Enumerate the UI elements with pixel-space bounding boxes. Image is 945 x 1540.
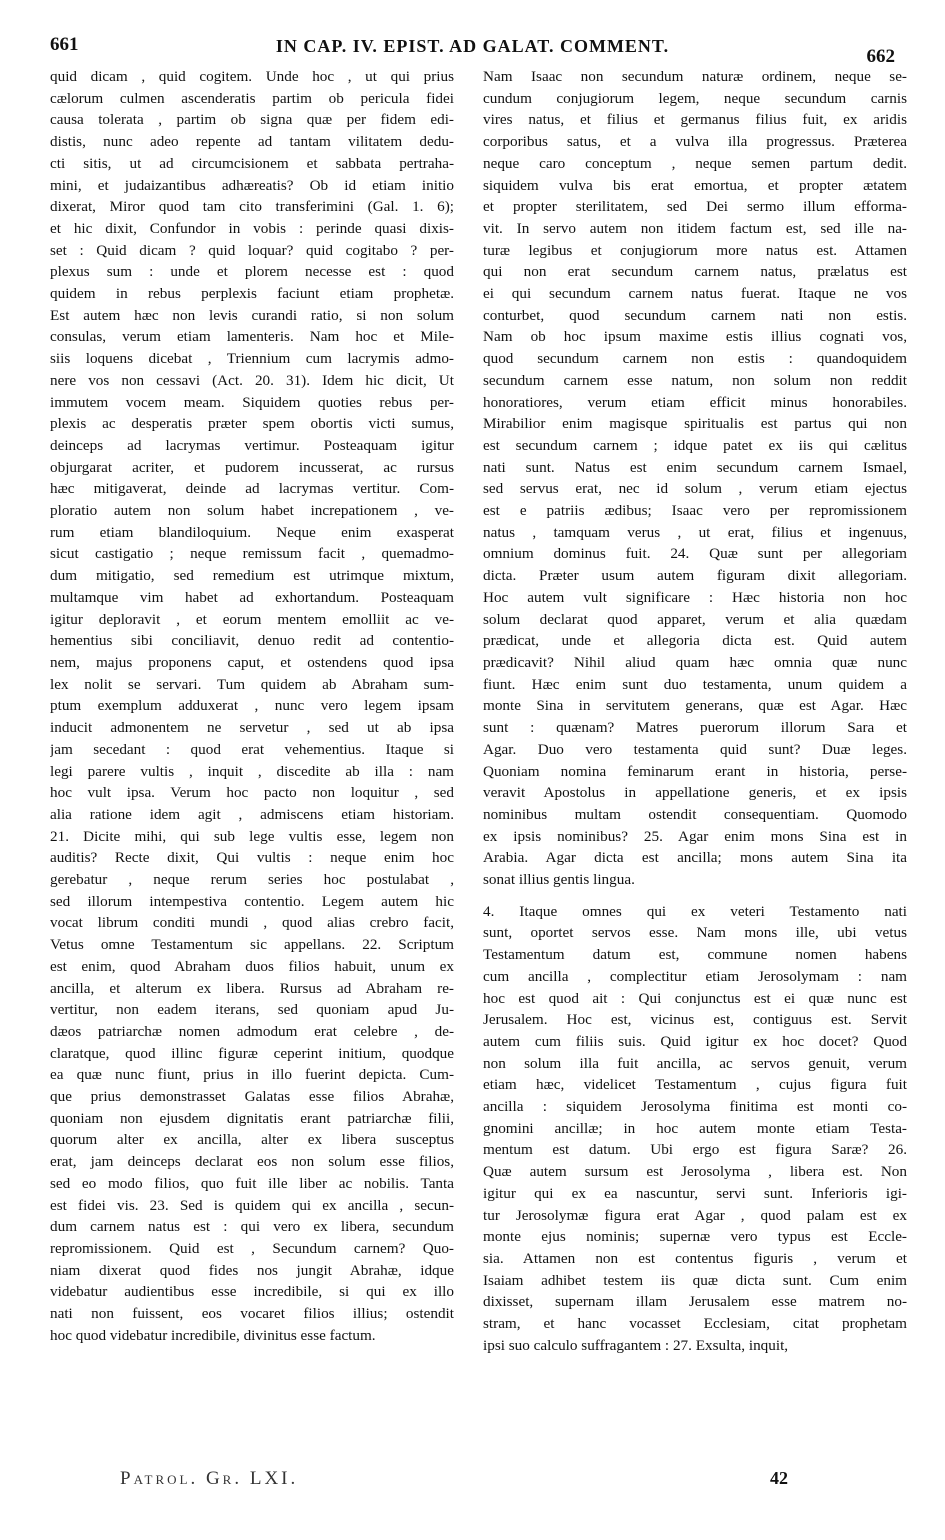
text-line: et hic dixit, Confundor in vobis : perinde quasi dixis- bbox=[50, 219, 454, 237]
text-line: Vetus omne Testamentum sic appellans. 22. Scriptum bbox=[50, 936, 454, 954]
text-line: repromissionem. Quid est , Secundum carnem? Quo- bbox=[50, 1239, 454, 1257]
text-line: dum mitigatio, sed remedium est utrimque mixtum, bbox=[50, 567, 454, 585]
text-line: quorum alter ex ancilla, alter ex libera susceptus bbox=[50, 1131, 454, 1149]
footer-signature: Patrol. Gr. LXI. bbox=[120, 1468, 299, 1489]
text-line: inducit admonentem ne servetur , sed ut ab ipsa bbox=[50, 719, 454, 737]
text-line: que prius demonstrasset Galatas esse filios Abrahæ, bbox=[50, 1088, 454, 1106]
right-page-number: 662 bbox=[866, 46, 895, 67]
text-line: objurgarat acriter, et pudorem incusserat, ac rursus bbox=[50, 458, 454, 476]
text-line: sed illorum intempestiva contentio. Legem autem hic bbox=[50, 892, 454, 910]
text-line: vocat librum conditi mundi , quod alias crebro facit, bbox=[50, 914, 454, 932]
text-line: ptum exemplum adduxerat , nunc vero legem ipsam bbox=[50, 697, 454, 715]
text-line: sia. Attamen non est contentus figuris , verum et bbox=[483, 1249, 907, 1267]
text-line: hæc mitigaverat, deinde ad lacrymas vertitur. Com- bbox=[50, 480, 454, 498]
text-line: tur Jerosolymæ figura erat Agar , quod palam est ex bbox=[483, 1206, 907, 1224]
text-line: dum carnem natus est : qui vero ex libera, secundum bbox=[50, 1218, 454, 1236]
text-line: Quoniam nomina feminarum erant in historia, perse- bbox=[483, 762, 907, 780]
text-line: gerebatur , neque rerum series hoc postulabat , bbox=[50, 871, 454, 889]
text-line: hoc vult ipsa. Verum hoc pacto non loquitur , sed bbox=[50, 784, 454, 802]
text-line: nere vos non cessavi (Act. 20. 31). Idem hic dicit, Ut bbox=[50, 371, 454, 389]
text-line: neque caro conceptum , neque semen partum dedit. bbox=[483, 154, 907, 172]
text-line: dixerat, Miror quod tam cito transferimini (Gal. 1. 6); bbox=[50, 198, 454, 216]
text-line: ex ipsis nominibus? 25. Agar enim mons Sina est in bbox=[483, 827, 907, 845]
text-line: dixisset, supernam illam Jerusalem esse matrem no- bbox=[483, 1293, 907, 1311]
text-line: stram, et hanc vocasset Ecclesiam, citat prophetam bbox=[483, 1315, 907, 1333]
text-line: lex nolit se servari. Tum quidem ab Abraham sum- bbox=[50, 675, 454, 693]
text-line: Est autem hæc non levis curandi ratio, si non solum bbox=[50, 306, 454, 324]
text-line: Mirabilior enim magisque spiritualis est partus qui non bbox=[483, 415, 907, 433]
text-line: nati non fuissent, eos vocaret filios illius; ostendit bbox=[50, 1305, 454, 1323]
text-line: est fidei vis. 23. Sed is quidem qui ex ancilla , secun- bbox=[50, 1196, 454, 1214]
text-line: Nam Isaac non secundum naturæ ordinem, neque se- bbox=[483, 68, 907, 85]
text-line: Agar. Duo vero testamenta quid sunt? Duæ leges. bbox=[483, 740, 907, 758]
text-line: quidem in rebus perplexis faciunt etiam prophetæ. bbox=[50, 285, 454, 303]
text-line: solum declarat quod apparet, verum et alia quædam bbox=[483, 610, 907, 628]
text-line: plexis ac desperatis præter spem obortis victi sumus, bbox=[50, 415, 454, 433]
text-line: veravit Apostolus in appellatione generis, et ex ipsis bbox=[483, 784, 907, 802]
text-line: nati sunt. Natus est enim secundum carnem Ismael, bbox=[483, 458, 907, 476]
text-line: quid dicam , quid cogitem. Unde hoc , ut qui prius bbox=[50, 68, 454, 85]
text-line: secundum carnem esse natum, non solum non reddit bbox=[483, 371, 907, 389]
text-line: auditis? Recte dixit, Qui vultis : neque enim hoc bbox=[50, 849, 454, 867]
text-line: monte Sina in servitutem generans, quæ est Agar. Hæc bbox=[483, 697, 907, 715]
running-title: IN CAP. IV. EPIST. AD GALAT. COMMENT. bbox=[275, 36, 670, 56]
text-line: sunt, oportet servos esse. Nam mons ille, ubi vetus bbox=[483, 924, 907, 942]
text-line: sunt : quænam? Matres puerorum illorum Sara et bbox=[483, 719, 907, 737]
text-line: natus , tamquam verus , ut erat, filius et ingenuus, bbox=[483, 523, 907, 541]
text-line: nominibus multam ostendit consequentiam. Quomodo bbox=[483, 805, 907, 823]
text-line: cti sitis, ut ad circumcisionem et sabbata pertraha- bbox=[50, 154, 454, 172]
text-line: Testamentum datum est, commune nomen habens bbox=[483, 946, 907, 964]
text-line: rum etiam blandiloquium. Neque enim exasperat bbox=[50, 523, 454, 541]
text-line: sicut castigatio ; neque remissum facit , quemadmo- bbox=[50, 545, 454, 563]
text-line: mentum est datum. Ubi ergo est figura Saræ? 26. bbox=[483, 1141, 907, 1159]
text-line: Hoc autem vult significare : Hæc historia non hoc bbox=[483, 588, 907, 606]
text-line: Arabia. Agar dicta est ancilla; mons autem Sina ita bbox=[483, 849, 907, 867]
text-line: cum ancilla , complectitur etiam Jerosolymam : nam bbox=[483, 967, 907, 985]
text-line: quoniam non ejusdem dignitatis erant patriarchæ filii, bbox=[50, 1109, 454, 1127]
text-line: siquidem vulva bis erat emortua, et propter ætatem bbox=[483, 176, 907, 194]
text-line: claratque, quod illinc figuræ ceperint initium, quodque bbox=[50, 1044, 454, 1062]
text-line: ancilla : siquidem Jerosolyma finitima est monti co- bbox=[483, 1098, 907, 1116]
sheet-number: 42 bbox=[770, 1468, 788, 1488]
text-line: igitur deploravit , et eorum mentem emolliit ac ve- bbox=[50, 610, 454, 628]
text-line: immutem vocem meam. Siquidem quoties rebus per- bbox=[50, 393, 454, 411]
text-line: set : Quid dicam ? quid loquar? quid cogitabo ? per- bbox=[50, 241, 454, 259]
text-line: turæ legibus et conjugiorum more natus est. Attamen bbox=[483, 241, 907, 259]
text-line: conturbet, quod secundum carnem nati non estis. bbox=[483, 306, 907, 324]
text-line: vit. In servo autem non itidem factum est, sed ille na- bbox=[483, 219, 907, 237]
text-line: alia ratione idem agit , admiscens etiam historiam. bbox=[50, 805, 454, 823]
left-page-number: 661 bbox=[50, 34, 79, 55]
text-line: quod secundum carnem non estis : quandoquidem bbox=[483, 350, 907, 368]
text-line: Isaiam adhibet testem iis quæ dicta sunt. Cum enim bbox=[483, 1271, 907, 1289]
text-line: qui non erat secundum carnem natus, prælatus est bbox=[483, 263, 907, 281]
text-line: sed eo modo filios, quo fuit ille liber ac nobilis. Tanta bbox=[50, 1174, 454, 1192]
page-header bbox=[50, 34, 895, 67]
text-line: Jerusalem. Hoc est, vicinus est, contiguus est. Servit bbox=[483, 1011, 907, 1029]
text-line: consulas, verum etiam lamenteris. Nam hoc et Mile- bbox=[50, 328, 454, 346]
text-line: corporibus satus, et a vulva illa progressus. Præterea bbox=[483, 133, 907, 151]
text-line: nem, majus proponens caput, et ostendens quod ipsa bbox=[50, 653, 454, 671]
text-line: cælorum culmen ascenderatis partim ob pericula fidei bbox=[50, 89, 454, 107]
text-line: ploratio autem non solum habet increpationem , ve- bbox=[50, 502, 454, 520]
text-line: plexus sum : unde et plorem necesse est : quod bbox=[50, 263, 454, 281]
text-line: dicta. Præter usum autem figuram dixit allegoriam. bbox=[483, 567, 907, 585]
text-line: multamque vim habet ad exhortandum. Posteaquam bbox=[50, 588, 454, 606]
text-line: mini, et judaizantibus adhæreatis? Ob id etiam initio bbox=[50, 176, 454, 194]
text-line: hoc est quod ait : Qui conjunctus est ei quæ nunc est bbox=[483, 989, 907, 1007]
text-line: est enim, quod Abraham duos filios habuit, unum ex bbox=[50, 957, 454, 975]
text-line: ipsi suo calculo suffragantem : 27. Exsulta, inquit, bbox=[483, 1336, 789, 1354]
text-line: vertitur, non eadem iterans, sed quoniam apud Ju- bbox=[50, 1001, 454, 1019]
text-line: non solum illa fuit ancilla, ac servos genuit, verum bbox=[483, 1054, 907, 1072]
text-line: erat, jam deinceps declarat eos non solum esse filios, bbox=[50, 1153, 454, 1171]
text-line: hementius sibi conciliavit, denuo redit ad contentio- bbox=[50, 632, 454, 650]
right-text-column bbox=[483, 66, 907, 1356]
text-line: 21. Dicite mihi, qui sub lege vultis esse, legem non bbox=[50, 827, 454, 845]
text-line: prædicavit? Nihil aliud quam hæc omnia quæ nunc bbox=[483, 653, 907, 671]
text-line: legi parere vultis , inquit , discedite ab illa : nam bbox=[50, 762, 454, 780]
text-line: videbatur audientibus esse incredibile, si qui ex illo bbox=[50, 1283, 454, 1301]
text-line: jam secedant : quod erat vehementius. Itaque si bbox=[50, 740, 454, 758]
text-line: niam dixerat quod fides nos jungit Abrahæ, idque bbox=[50, 1261, 454, 1279]
text-line: 4. Itaque omnes qui ex veteri Testamento nati bbox=[483, 902, 907, 920]
text-line: ea quæ nunc fiunt, prius in illo fuerint depicta. Cum- bbox=[50, 1066, 454, 1084]
text-line: est secundum carnem ; idque patet ex iis qui cælitus bbox=[483, 436, 907, 454]
text-line: causa tolerata , partim ob signa quæ per fidem edi- bbox=[50, 111, 454, 129]
text-line: ancilla, et alterum ex libera. Rursus ad Abraham re- bbox=[50, 979, 454, 997]
text-line: sonat illius gentis lingua. bbox=[483, 871, 635, 889]
text-line: etiam hæc, videlicet Testamentum , cujus figura fuit bbox=[483, 1076, 907, 1094]
text-line: monte ejus nominis; supernæ vero typus est Eccle- bbox=[483, 1228, 907, 1246]
text-line: gnomini ancillæ; in hoc autem monte etiam Testa- bbox=[483, 1119, 907, 1137]
text-line: est e patriis ædibus; Isaac vero per repromissionem bbox=[483, 502, 907, 520]
text-line: vires natus, et filius et germanus filius fuit, ex aridis bbox=[483, 111, 907, 129]
text-line: ei qui secundum carnem natus fuerat. Itaque ne vos bbox=[483, 285, 907, 303]
text-line: Quæ autem sursum est Jerosolyma , libera est. Non bbox=[483, 1163, 907, 1181]
text-line: dæos patriarchæ nomen admodum erat celebre , de- bbox=[50, 1022, 454, 1040]
text-line: fiunt. Hæc enim sunt duo testamenta, unum quidem a bbox=[483, 675, 907, 693]
text-line: prædicat, unde et allegoria dicta est. Quid autem bbox=[483, 632, 907, 650]
text-line: igitur qui ex ea nascuntur, servi sunt. Inferioris igi- bbox=[483, 1184, 907, 1202]
text-line: siis loquens dicebat , Triennium cum lacrymis admo- bbox=[50, 350, 454, 368]
text-line: cundum conjugiorum legem, neque secundum carnis bbox=[483, 89, 907, 107]
text-line: distis, nunc adeo repente ad tantam vilitatem dedu- bbox=[50, 133, 454, 151]
text-line: hoc quod videbatur incredibile, divinitus esse factum. bbox=[50, 1326, 376, 1344]
text-line: Nam ob hoc ipsum maxime estis illius cognati vos, bbox=[483, 328, 907, 346]
text-line: autem cum filiis suis. Quid igitur ex hoc docet? Quod bbox=[483, 1032, 907, 1050]
text-line: et propter sterilitatem, sed Dei sermo illum efforma- bbox=[483, 198, 907, 216]
text-line: omnium dominus fuit. 24. Quæ sunt per allegoriam bbox=[483, 545, 907, 563]
text-line: sed servus erat, nec id solum , verum etiam ejectus bbox=[483, 480, 907, 498]
text-line: deinceps ad lacrymas vertimur. Posteaquam igitur bbox=[50, 436, 454, 454]
left-text-column bbox=[50, 66, 454, 1346]
text-line: honoratiores, verum etiam efficit minus honorabiles. bbox=[483, 393, 907, 411]
